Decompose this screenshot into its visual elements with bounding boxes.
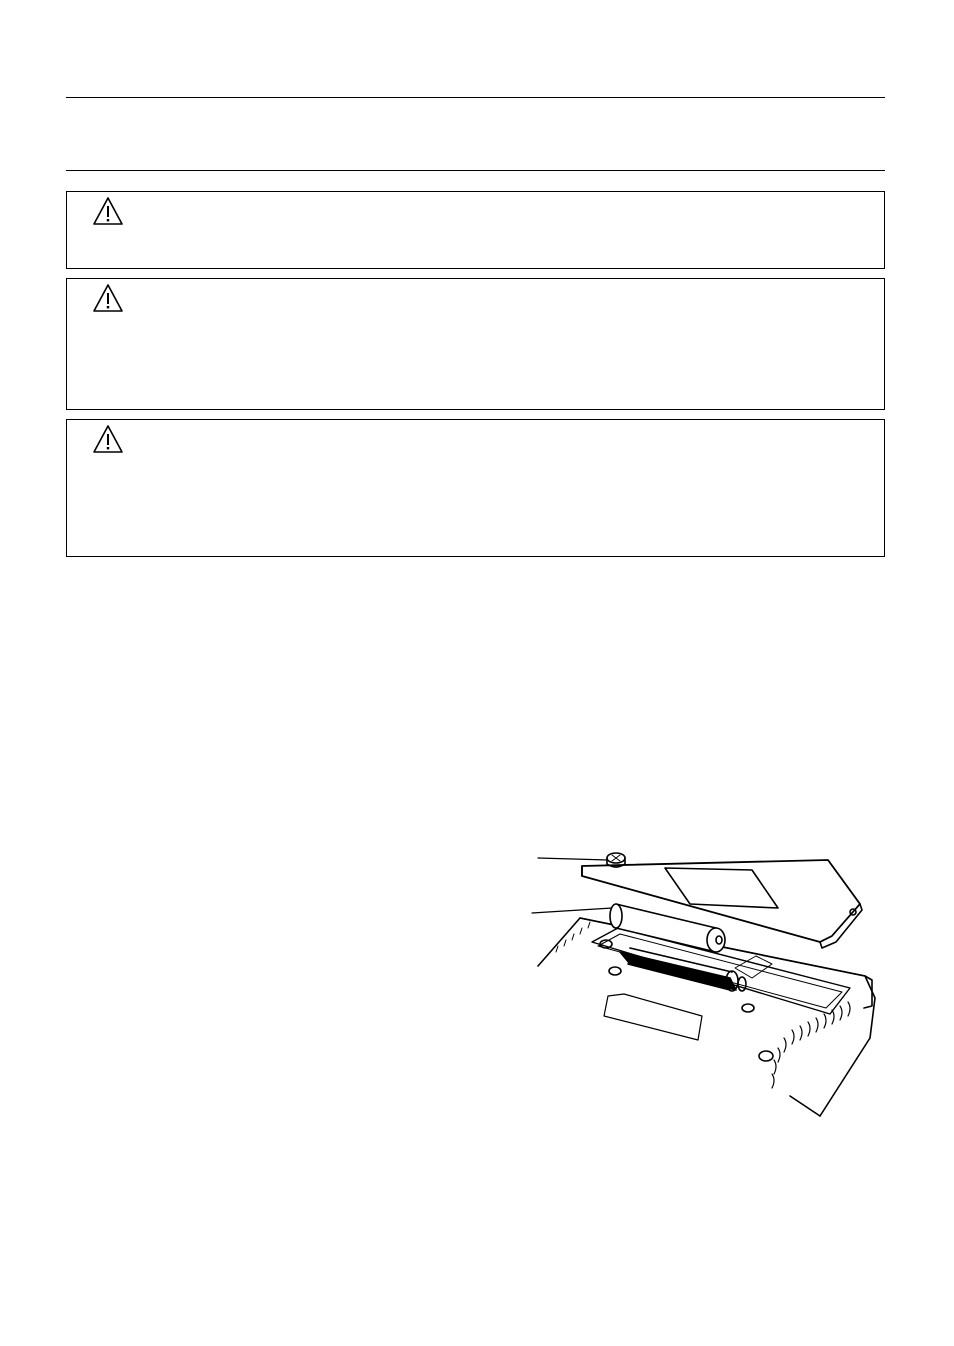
warning-box-3 [66, 419, 885, 557]
warning-triangle-icon [91, 195, 125, 227]
header-bottom-rule [66, 170, 885, 171]
warning-triangle-icon [91, 282, 125, 314]
callout-line-battery [532, 908, 612, 913]
warning-box-2 [66, 278, 885, 410]
battery-compartment-illustration [520, 838, 890, 1123]
warning-triangle-icon [91, 423, 125, 455]
header-top-rule [66, 97, 885, 98]
side-vents [772, 1002, 850, 1088]
warning-box-1 [66, 191, 885, 269]
callout-line-screw [538, 858, 608, 860]
